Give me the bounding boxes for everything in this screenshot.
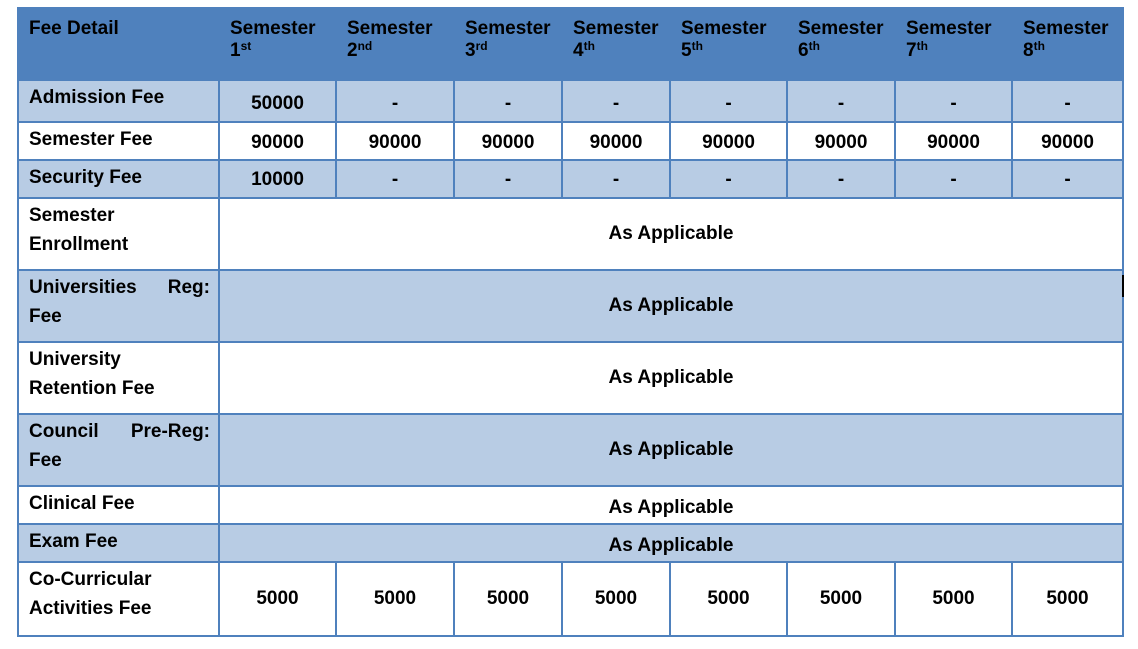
row-label: Semester Fee: [18, 122, 219, 160]
cell-value: 90000: [219, 122, 336, 160]
cell-as-applicable: As Applicable: [219, 270, 1123, 342]
cell-value: 90000: [670, 122, 787, 160]
header-row: [18, 8, 1123, 80]
header-semester-2: Semester 2nd: [336, 8, 454, 80]
row-label: University Retention Fee: [18, 342, 219, 414]
header-semester-5: Semester 5th: [670, 8, 787, 80]
row-security-fee: [18, 160, 1123, 198]
row-semester-fee: [18, 122, 1123, 160]
row-label: Exam Fee: [18, 524, 219, 562]
cell-value: -: [1012, 80, 1123, 122]
cell-value: -: [895, 80, 1012, 122]
row-admission-fee: [18, 80, 1123, 122]
cell-value: 90000: [1012, 122, 1123, 160]
fee-table: [17, 7, 1124, 637]
row-label: Council Pre-Reg: Fee: [18, 414, 219, 486]
cell-as-applicable: As Applicable: [219, 524, 1123, 562]
cell-value: -: [336, 160, 454, 198]
row-council-pre-reg-fee: [18, 414, 1123, 486]
header-fee-detail: Fee Detail: [18, 8, 219, 80]
row-label: Co-Curricular Activities Fee: [18, 562, 219, 636]
cell-value: 50000: [219, 80, 336, 122]
cell-value: 90000: [562, 122, 670, 160]
row-university-retention-fee: [18, 342, 1123, 414]
cell-value: -: [562, 160, 670, 198]
row-co-curricular-activities-fee: [18, 562, 1123, 636]
cell-value: -: [562, 80, 670, 122]
row-exam-fee: [18, 524, 1123, 562]
cell-value: -: [787, 80, 895, 122]
cell-value: 5000: [562, 562, 670, 636]
row-label: Clinical Fee: [18, 486, 219, 524]
cell-value: 90000: [454, 122, 562, 160]
header-semester-4: Semester 4th: [562, 8, 670, 80]
row-label: Admission Fee: [18, 80, 219, 122]
cell-value: -: [1012, 160, 1123, 198]
cell-value: -: [454, 160, 562, 198]
cell-value: -: [895, 160, 1012, 198]
cell-value: 5000: [895, 562, 1012, 636]
header-semester-1: Semester 1st: [219, 8, 336, 80]
cell-value: 5000: [454, 562, 562, 636]
header-semester-3: Semester 3rd: [454, 8, 562, 80]
row-semester-enrollment: [18, 198, 1123, 270]
cell-value: -: [336, 80, 454, 122]
row-clinical-fee: [18, 486, 1123, 524]
text-cursor: [1122, 275, 1124, 297]
header-semester-8: Semester 8th: [1012, 8, 1123, 80]
header-semester-7: Semester 7th: [895, 8, 1012, 80]
cell-as-applicable: As Applicable: [219, 414, 1123, 486]
cell-value: -: [787, 160, 895, 198]
header-semester-6: Semester 6th: [787, 8, 895, 80]
cell-value: 5000: [219, 562, 336, 636]
row-label: Universities Reg: Fee: [18, 270, 219, 342]
cell-value: 90000: [787, 122, 895, 160]
cell-value: 5000: [336, 562, 454, 636]
cell-as-applicable: As Applicable: [219, 486, 1123, 524]
cell-value: 5000: [787, 562, 895, 636]
row-label: Security Fee: [18, 160, 219, 198]
cell-value: 5000: [670, 562, 787, 636]
cell-value: 90000: [895, 122, 1012, 160]
cell-value: 5000: [1012, 562, 1123, 636]
cell-value: -: [670, 160, 787, 198]
cell-value: 10000: [219, 160, 336, 198]
row-label: Semester Enrollment: [18, 198, 219, 270]
cell-as-applicable: As Applicable: [219, 198, 1123, 270]
cell-as-applicable: As Applicable: [219, 342, 1123, 414]
cell-value: -: [454, 80, 562, 122]
row-universities-reg-fee: [18, 270, 1123, 342]
cell-value: 90000: [336, 122, 454, 160]
cell-value: -: [670, 80, 787, 122]
